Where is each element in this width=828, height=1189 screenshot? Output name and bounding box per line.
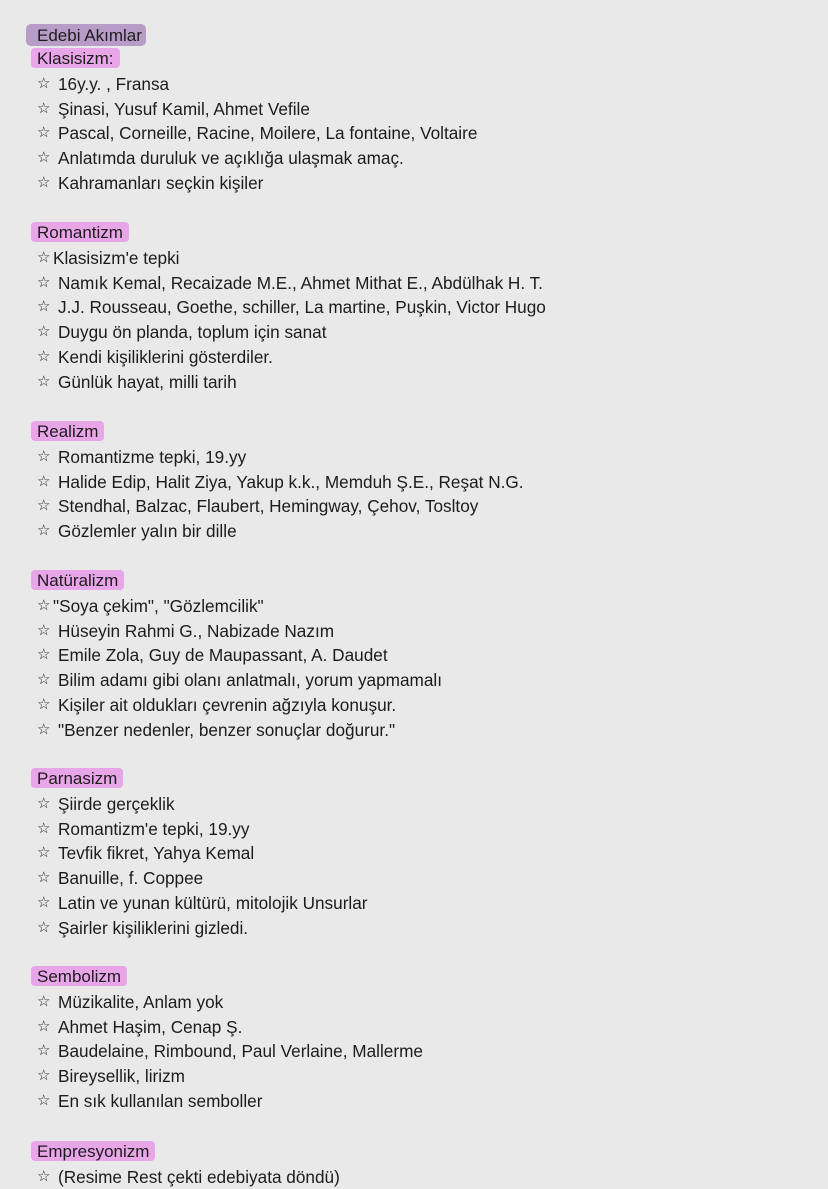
list-item [37,446,246,468]
list-item [37,669,442,691]
list-item [37,471,524,493]
list-item [37,520,237,542]
list-item [37,694,396,716]
star-outline-icon: ☆ [37,596,51,614]
star-outline-icon: ☆ [37,1067,51,1085]
star-outline-icon: ☆ [37,447,51,465]
list-item [37,842,254,864]
star-outline-icon: ☆ [37,918,51,936]
list-item-text: Latin ve yunan kültürü, mitolojik Unsurlar [58,893,368,913]
list-item-text: Romantizme tepki, 19.yy [58,446,247,467]
star-outline-icon: ☆ [37,794,51,812]
list-item [37,1166,340,1188]
star-outline-icon: ☆ [37,298,51,316]
section-heading: Parnasizm [31,768,123,788]
list-item [37,272,543,294]
list-item-text: Günlük hayat, milli tarih [58,371,237,392]
list-item-text: Emile Zola, Guy de Maupassant, A. Daudet [58,645,388,666]
star-outline-icon: ☆ [37,894,51,911]
list-item-text: Namık Kemal, Recaizade M.E., Ahmet Mithat E., Abdülhak H. T. [58,272,543,293]
section-heading: Sembolizm [31,966,127,986]
list-item-text: En sık kullanılan semboller [58,1091,263,1111]
list-item-text: Romantizm'e tepki, 19.yy [58,818,250,839]
star-outline-icon: ☆ [37,646,51,664]
list-item-text: Kendi kişiliklerini gösterdiler. [58,347,273,367]
list-item-text: "Soya çekim", "Gözlemcilik" [53,595,264,616]
star-outline-icon: ☆ [37,1017,51,1035]
list-item [37,321,327,343]
list-item-text: Pascal, Corneille, Racine, Moilere, La fontaine, Voltaire [58,123,478,144]
list-item-text: 16y.y. , Fransa [58,73,170,94]
star-outline-icon: ☆ [37,248,51,266]
list-item [37,1040,423,1062]
star-outline-icon: ☆ [37,621,51,639]
list-item-text: "Benzer nedenler, benzer sonuçlar doğurur." [58,719,396,740]
star-outline-icon: ☆ [37,1092,51,1109]
list-item-text: Hüseyin Rahmi G., Nabizade Nazım [58,620,335,641]
list-item [37,595,264,617]
star-outline-icon: ☆ [37,174,51,191]
list-item-text: (Resime Rest çekti edebiyata döndü) [58,1166,340,1187]
star-outline-icon: ☆ [37,323,51,341]
list-item [37,867,203,889]
list-item [37,122,477,144]
list-item [37,371,237,393]
star-outline-icon: ☆ [37,671,51,689]
list-item [37,1090,262,1112]
star-outline-icon: ☆ [37,99,51,117]
list-item [37,793,175,815]
list-item-text: J.J. Rousseau, Goethe, schiller, La martine, Puşkin, Victor Hugo [58,297,546,318]
star-outline-icon: ☆ [37,472,51,490]
list-item-text: Halide Edip, Halit Ziya, Yakup k.k., Memduh Ş.E., Reşat N.G. [58,471,524,492]
star-outline-icon: ☆ [37,522,51,540]
star-outline-icon: ☆ [37,124,51,142]
list-item [37,296,546,318]
list-item-text: Banuille, f. Coppee [58,868,204,889]
list-item-text: Anlatımda duruluk ve açıklığa ulaşmak amaç. [58,148,404,169]
list-item [37,1016,242,1038]
section-heading: Empresyonizm [31,1141,155,1161]
list-item-text: Şiirde gerçeklik [58,793,175,814]
star-outline-icon: ☆ [37,844,51,862]
list-item-text: Klasisizm'e tepki [53,247,180,268]
star-outline-icon: ☆ [37,149,51,167]
star-outline-icon: ☆ [37,372,51,390]
list-item-text: Baudelaine, Rimbound, Paul Verlaine, Mallerme [58,1041,423,1062]
list-item [37,818,249,840]
list-item [37,917,248,939]
star-outline-icon: ☆ [37,273,51,291]
star-outline-icon: ☆ [37,497,51,515]
section-heading: Natüralizm [31,570,124,590]
list-item-text: Şinasi, Yusuf Kamil, Ahmet Vefile [58,98,310,119]
star-outline-icon: ☆ [37,1167,51,1185]
list-item [37,892,368,914]
star-outline-icon: ☆ [37,348,51,365]
list-item [37,991,223,1013]
star-outline-icon: ☆ [37,720,51,738]
list-item-text: Bilim adamı gibi olanı anlatmalı, yorum yapmamalı [58,670,443,691]
page-title: Edebi Akımlar [26,24,146,46]
list-item-text: Ahmet Haşim, Cenap Ş. [58,1016,243,1037]
list-item-text: Duygu ön planda, toplum için sanat [58,322,327,343]
list-item [37,172,263,194]
list-item-text: Tevfik fikret, Yahya Kemal [58,843,255,864]
list-item [37,1065,185,1087]
list-item-text: Bireysellik, lirizm [58,1066,186,1087]
star-outline-icon: ☆ [37,74,51,92]
list-item [37,620,334,642]
section-heading: Realizm [31,421,104,441]
section-heading: Romantizm [31,222,129,242]
list-item [37,346,273,368]
list-item-text: Stendhal, Balzac, Flaubert, Hemingway, Çehov, Tosltoy [58,496,479,517]
list-item [37,495,478,517]
list-item [37,247,180,269]
star-outline-icon: ☆ [37,696,51,713]
section-heading: Klasisizm: [31,48,120,68]
star-outline-icon: ☆ [37,869,51,887]
list-item [37,73,169,95]
star-outline-icon: ☆ [37,1042,51,1060]
list-item-text: Şairler kişiliklerini gizledi. [58,917,249,938]
star-outline-icon: ☆ [37,992,51,1010]
list-item-text: Müzikalite, Anlam yok [58,991,224,1012]
list-item-text: Kişiler ait oldukları çevrenin ağzıyla konuşur. [58,695,397,715]
list-item-text: Gözlemler yalın bir dille [58,521,237,542]
star-outline-icon: ☆ [37,819,51,837]
list-item [37,719,395,741]
list-item-text: Kahramanları seçkin kişiler [58,173,264,193]
list-item [37,147,404,169]
list-item [37,644,388,666]
list-item [37,98,310,120]
